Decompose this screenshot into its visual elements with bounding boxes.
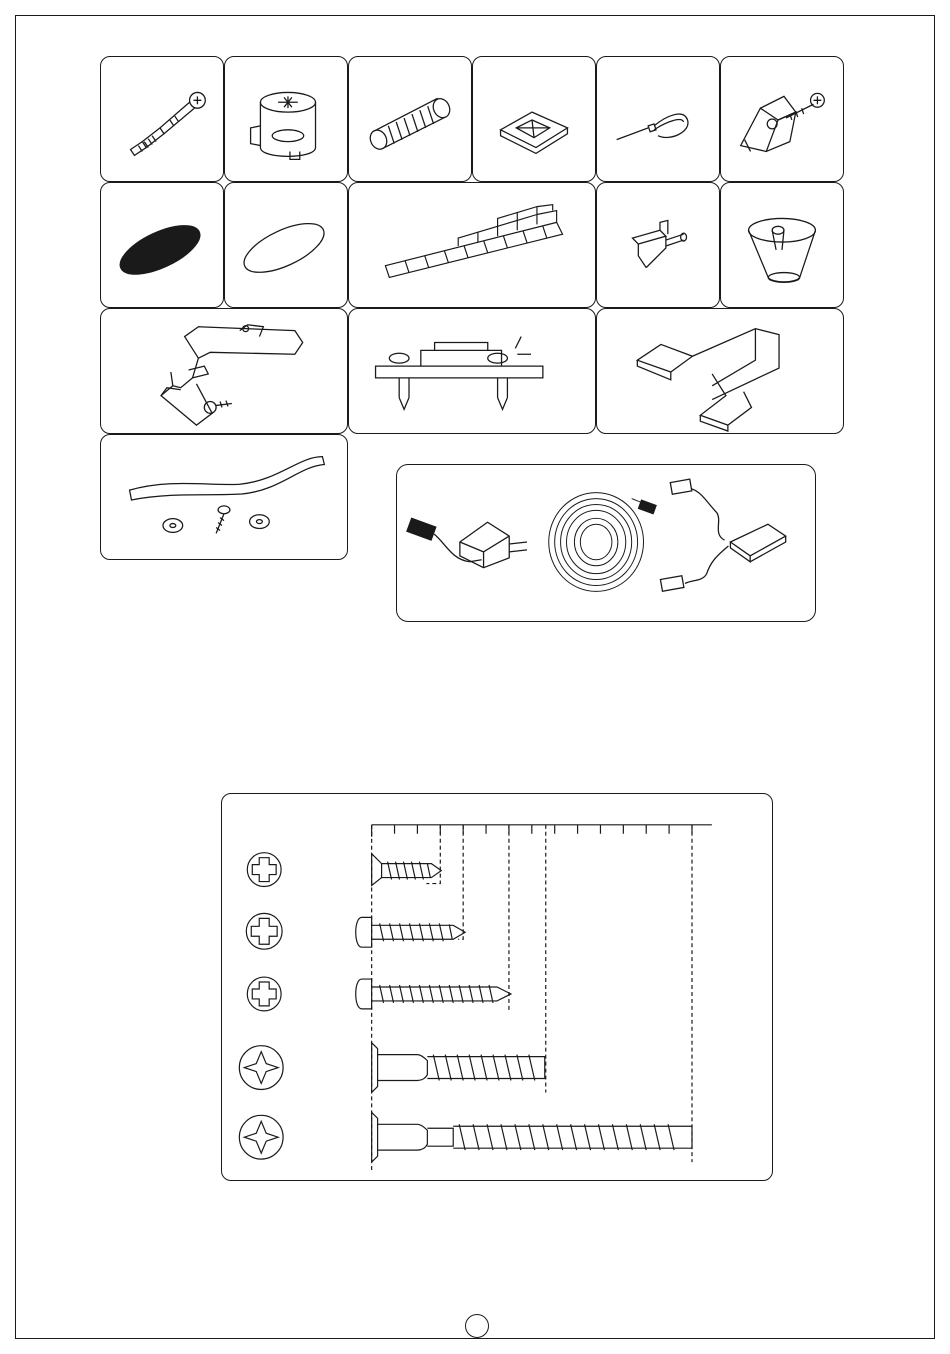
strap-tile bbox=[100, 434, 348, 560]
led-strip-reel-icon bbox=[549, 493, 657, 592]
shelf-support-pin-icon bbox=[597, 183, 719, 307]
switch-box-cable-icon bbox=[660, 479, 785, 591]
foot-tile bbox=[720, 182, 844, 308]
pan-head-screw-short-icon bbox=[246, 913, 465, 949]
wooden-dowel-icon bbox=[349, 57, 471, 181]
hinge-tile bbox=[100, 308, 348, 434]
cam-lock-tile bbox=[224, 56, 348, 182]
concealed-hinge-icon bbox=[101, 309, 347, 433]
hinge-mounting-plate-icon bbox=[349, 309, 595, 433]
confirmat-screw-long-icon bbox=[239, 1112, 692, 1162]
felt-pad-tile bbox=[100, 182, 224, 308]
flexible-strap-screw-washers-icon bbox=[101, 435, 347, 559]
mount-plate-tile bbox=[348, 308, 596, 434]
plastic-shim-wedges-icon bbox=[349, 183, 595, 307]
cable-tie-icon bbox=[597, 57, 719, 181]
cam-bolt-icon bbox=[101, 57, 223, 181]
soft-close-damper-icon bbox=[597, 309, 843, 433]
pan-head-screw-long-icon bbox=[247, 977, 511, 1011]
page-number bbox=[465, 1314, 489, 1338]
cable-tie-tile bbox=[596, 56, 720, 182]
tie-mount-tile bbox=[472, 56, 596, 182]
bumper-pad-tile bbox=[224, 182, 348, 308]
lighting-kit-panel bbox=[396, 464, 816, 622]
countersunk-wood-screw-icon bbox=[247, 853, 441, 887]
dowel-tile bbox=[348, 56, 472, 182]
damper-tile bbox=[596, 308, 844, 434]
cable-tie-mount-icon bbox=[473, 57, 595, 181]
furniture-foot-icon bbox=[721, 183, 843, 307]
shelf-pin-tile bbox=[596, 182, 720, 308]
cam-bolt-tile bbox=[100, 56, 224, 182]
power-adapter-icon bbox=[407, 518, 527, 567]
corner-block-screw-icon bbox=[721, 57, 843, 181]
cam-lock-nut-icon bbox=[225, 57, 347, 181]
black-felt-pad-icon bbox=[101, 183, 223, 307]
confirmat-screw-short-icon bbox=[239, 1043, 544, 1093]
corner-block-tile bbox=[720, 56, 844, 182]
screw-length-chart bbox=[221, 793, 773, 1181]
shim-tile bbox=[348, 182, 596, 308]
clear-bumper-pad-icon bbox=[225, 183, 347, 307]
